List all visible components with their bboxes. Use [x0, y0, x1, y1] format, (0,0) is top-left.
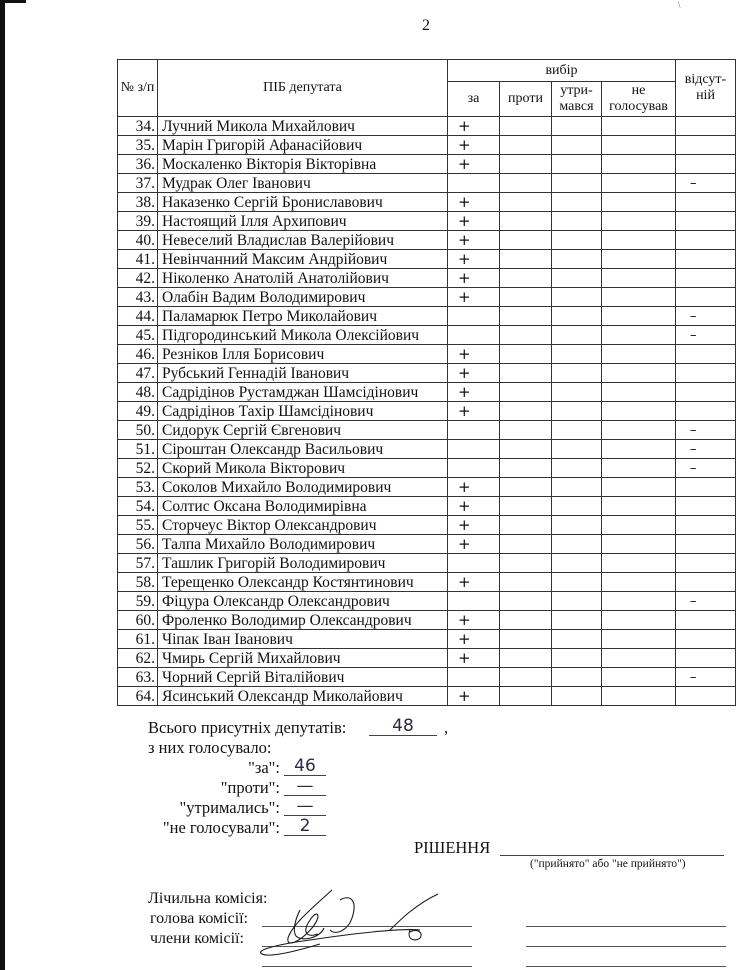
header-ne-holosuvav: не голосував	[602, 82, 676, 117]
vote-proty-cell	[500, 269, 552, 288]
deputy-name: Фіцура Олександр Олександрович	[158, 592, 448, 611]
vote-utrymavsia-cell	[552, 193, 602, 212]
deputy-name: Солтис Оксана Володимирівна	[158, 497, 448, 516]
vote-utrymavsia-cell	[552, 136, 602, 155]
absent-mark	[676, 687, 736, 706]
table-row	[118, 649, 736, 668]
table-row	[118, 193, 736, 212]
row-number: 46.	[118, 345, 158, 364]
vote-za-mark: +	[448, 345, 500, 364]
vote-utrymavsia-cell	[552, 611, 602, 630]
table-row	[118, 459, 736, 478]
chair-name-line	[526, 926, 726, 927]
decision-label: РІШЕННЯ	[414, 838, 491, 857]
vote-utrymavsia-cell	[552, 478, 602, 497]
absent-mark	[676, 288, 736, 307]
vote-proty-cell	[500, 345, 552, 364]
vote-utrymavsia-cell	[552, 421, 602, 440]
deputy-name: Сидорук Сергій Євгенович	[158, 421, 448, 440]
header-utrymavsia: утри-мався	[552, 82, 602, 117]
ne-holosuvaly-label: "не голосували":	[162, 818, 280, 837]
deputy-name: Лучний Микола Михайлович	[158, 117, 448, 136]
absent-mark	[676, 554, 736, 573]
deputy-name: Ясинський Олександр Миколайович	[158, 687, 448, 706]
vote-proty-cell	[500, 611, 552, 630]
deputy-name: Сторчеус Віктор Олександрович	[158, 516, 448, 535]
member-name-line-2	[526, 966, 726, 967]
absent-mark	[676, 269, 736, 288]
vote-ne-holosuvav-cell	[602, 402, 676, 421]
ne-holosuvaly-value: 2	[284, 817, 326, 836]
vote-za-mark: +	[448, 231, 500, 250]
vote-proty-cell	[500, 459, 552, 478]
deputy-name: Олабін Вадим Володимирович	[158, 288, 448, 307]
table-row	[118, 611, 736, 630]
table-row	[118, 250, 736, 269]
vote-za-mark	[448, 554, 500, 573]
row-number: 40.	[118, 231, 158, 250]
vote-utrymavsia-cell	[552, 516, 602, 535]
vote-proty-cell	[500, 497, 552, 516]
absent-mark	[676, 573, 736, 592]
absent-mark	[676, 193, 736, 212]
table-row	[118, 687, 736, 706]
row-number: 35.	[118, 136, 158, 155]
vote-za-mark: +	[448, 497, 500, 516]
row-number: 59.	[118, 592, 158, 611]
table-row	[118, 326, 736, 345]
member-signature-line-2	[262, 966, 472, 967]
vote-za-mark	[448, 440, 500, 459]
row-number: 36.	[118, 155, 158, 174]
row-number: 61.	[118, 630, 158, 649]
row-number: 42.	[118, 269, 158, 288]
absent-mark: –	[676, 440, 736, 459]
row-number: 51.	[118, 440, 158, 459]
header-name: ПІБ депутата	[158, 60, 448, 117]
vote-proty-cell	[500, 136, 552, 155]
row-number: 54.	[118, 497, 158, 516]
vote-ne-holosuvav-cell	[602, 668, 676, 687]
vote-ne-holosuvav-cell	[602, 155, 676, 174]
row-number: 64.	[118, 687, 158, 706]
absent-mark: –	[676, 421, 736, 440]
vote-proty-cell	[500, 402, 552, 421]
header-proty: проти	[500, 82, 552, 117]
vote-ne-holosuvav-cell	[602, 212, 676, 231]
deputy-name: Чмирь Сергій Михайлович	[158, 649, 448, 668]
vote-proty-cell	[500, 231, 552, 250]
vote-proty-cell	[500, 687, 552, 706]
table-row	[118, 535, 736, 554]
vote-utrymavsia-cell	[552, 459, 602, 478]
row-number: 39.	[118, 212, 158, 231]
deputy-name: Підгородинський Микола Олексійович	[158, 326, 448, 345]
table-row	[118, 592, 736, 611]
vote-za-mark: +	[448, 516, 500, 535]
vote-za-mark: +	[448, 212, 500, 231]
vote-ne-holosuvav-cell	[602, 497, 676, 516]
row-number: 56.	[118, 535, 158, 554]
vote-za-mark	[448, 592, 500, 611]
table-row	[118, 307, 736, 326]
vote-ne-holosuvav-cell	[602, 345, 676, 364]
table-row	[118, 383, 736, 402]
vote-za-mark: +	[448, 136, 500, 155]
absent-mark: –	[676, 592, 736, 611]
vote-proty-cell	[500, 307, 552, 326]
vote-za-mark: +	[448, 478, 500, 497]
vote-ne-holosuvav-cell	[602, 516, 676, 535]
vote-za-mark: +	[448, 193, 500, 212]
row-number: 52.	[118, 459, 158, 478]
vote-ne-holosuvav-cell	[602, 459, 676, 478]
row-number: 60.	[118, 611, 158, 630]
chair-signature	[240, 880, 480, 960]
absent-mark	[676, 497, 736, 516]
vote-utrymavsia-cell	[552, 250, 602, 269]
vote-za-mark: +	[448, 402, 500, 421]
absent-mark	[676, 250, 736, 269]
vote-za-mark: +	[448, 117, 500, 136]
vote-za-mark: +	[448, 155, 500, 174]
member-name-line-1	[526, 946, 726, 947]
vote-za-mark: +	[448, 383, 500, 402]
deputy-name: Чіпак Іван Іванович	[158, 630, 448, 649]
vote-ne-holosuvav-cell	[602, 174, 676, 193]
decision-hint: ("прийнято" або "не прийнято")	[530, 858, 686, 870]
table-row	[118, 402, 736, 421]
vote-proty-cell	[500, 174, 552, 193]
header-number: № з/п	[118, 60, 158, 117]
vote-ne-holosuvav-cell	[602, 611, 676, 630]
vote-za-mark: +	[448, 535, 500, 554]
table-row	[118, 573, 736, 592]
vote-utrymavsia-cell	[552, 668, 602, 687]
vote-ne-holosuvav-cell	[602, 364, 676, 383]
vote-proty-cell	[500, 364, 552, 383]
vote-ne-holosuvav-cell	[602, 269, 676, 288]
vote-za-mark: +	[448, 649, 500, 668]
vote-za-mark: +	[448, 611, 500, 630]
table-row	[118, 212, 736, 231]
absent-mark: –	[676, 307, 736, 326]
vote-ne-holosuvav-cell	[602, 649, 676, 668]
vote-za-mark	[448, 174, 500, 193]
vote-ne-holosuvav-cell	[602, 193, 676, 212]
vote-ne-holosuvav-cell	[602, 307, 676, 326]
vote-ne-holosuvav-cell	[602, 288, 676, 307]
vote-utrymavsia-cell	[552, 269, 602, 288]
vote-ne-holosuvav-cell	[602, 326, 676, 345]
vote-utrymavsia-cell	[552, 364, 602, 383]
deputy-name: Терещенко Олександр Костянтинович	[158, 573, 448, 592]
vote-utrymavsia-cell	[552, 231, 602, 250]
deputy-name: Настоящий Ілля Архипович	[158, 212, 448, 231]
absent-mark: –	[676, 459, 736, 478]
table-row	[118, 440, 736, 459]
vote-utrymavsia-cell	[552, 326, 602, 345]
table-row	[118, 155, 736, 174]
table-body	[118, 117, 736, 706]
present-value: 48	[369, 717, 437, 736]
table-row	[118, 554, 736, 573]
row-number: 63.	[118, 668, 158, 687]
row-number: 47.	[118, 364, 158, 383]
vote-utrymavsia-cell	[552, 155, 602, 174]
vote-ne-holosuvav-cell	[602, 440, 676, 459]
row-number: 53.	[118, 478, 158, 497]
vote-utrymavsia-cell	[552, 402, 602, 421]
row-number: 44.	[118, 307, 158, 326]
deputy-name: Садрідінов Тахір Шамсідінович	[158, 402, 448, 421]
table-row	[118, 478, 736, 497]
vote-proty-cell	[500, 668, 552, 687]
vote-proty-cell	[500, 554, 552, 573]
row-number: 34.	[118, 117, 158, 136]
vote-za-mark: +	[448, 573, 500, 592]
deputy-name: Скорий Микола Вікторович	[158, 459, 448, 478]
vote-proty-cell	[500, 326, 552, 345]
vote-za-mark: +	[448, 364, 500, 383]
table-row	[118, 516, 736, 535]
deputy-name: Невінчанний Максим Андрійович	[158, 250, 448, 269]
scan-edge	[0, 2, 5, 970]
deputy-name: Марін Григорій Афанасійович	[158, 136, 448, 155]
vote-utrymavsia-cell	[552, 383, 602, 402]
vote-proty-cell	[500, 516, 552, 535]
absent-mark	[676, 516, 736, 535]
commission-members-label: члени комісії:	[150, 930, 244, 947]
absent-mark	[676, 630, 736, 649]
table-row	[118, 421, 736, 440]
table-row	[118, 174, 736, 193]
header-absent: відсут-ній	[676, 60, 736, 117]
absent-mark: –	[676, 668, 736, 687]
absent-mark	[676, 478, 736, 497]
vote-proty-cell	[500, 117, 552, 136]
vote-za-mark: +	[448, 630, 500, 649]
commission-title: Лічильна комісія:	[148, 890, 268, 907]
vote-ne-holosuvav-cell	[602, 573, 676, 592]
scan-edge-top	[0, 0, 26, 3]
vote-proty-cell	[500, 535, 552, 554]
vote-ne-holosuvav-cell	[602, 421, 676, 440]
table-row	[118, 231, 736, 250]
vote-ne-holosuvav-cell	[602, 383, 676, 402]
vote-proty-cell	[500, 383, 552, 402]
absent-mark	[676, 212, 736, 231]
vote-za-mark	[448, 421, 500, 440]
deputy-name: Москаленко Вікторія Вікторівна	[158, 155, 448, 174]
vote-proty-cell	[500, 155, 552, 174]
row-number: 43.	[118, 288, 158, 307]
deputy-name: Ташлик Григорій Володимирович	[158, 554, 448, 573]
vote-proty-cell	[500, 288, 552, 307]
vote-ne-holosuvav-cell	[602, 250, 676, 269]
deputy-name: Наказенко Сергій Брониславович	[158, 193, 448, 212]
deputy-name: Фроленко Володимир Олександрович	[158, 611, 448, 630]
vote-ne-holosuvav-cell	[602, 231, 676, 250]
row-number: 37.	[118, 174, 158, 193]
header-za: за	[448, 82, 500, 117]
vote-utrymavsia-cell	[552, 212, 602, 231]
page-number: 2	[422, 17, 430, 34]
vote-ne-holosuvav-cell	[602, 592, 676, 611]
vote-za-mark: +	[448, 687, 500, 706]
present-suffix: ,	[444, 718, 449, 737]
present-label: Всього присутніх депутатів:	[148, 718, 347, 737]
row-number: 57.	[118, 554, 158, 573]
vote-utrymavsia-cell	[552, 307, 602, 326]
vote-za-mark: +	[448, 250, 500, 269]
vote-utrymavsia-cell	[552, 573, 602, 592]
vote-ne-holosuvav-cell	[602, 535, 676, 554]
vote-ne-holosuvav-cell	[602, 687, 676, 706]
absent-mark	[676, 231, 736, 250]
deputy-name: Ніколенко Анатолій Анатолійович	[158, 269, 448, 288]
vote-proty-cell	[500, 193, 552, 212]
deputy-name: Соколов Михайло Володимирович	[158, 478, 448, 497]
vote-za-mark: +	[448, 269, 500, 288]
vote-utrymavsia-cell	[552, 497, 602, 516]
table-row	[118, 497, 736, 516]
row-number: 45.	[118, 326, 158, 345]
vote-utrymavsia-cell	[552, 535, 602, 554]
deputy-name: Невеселий Владислав Валерійович	[158, 231, 448, 250]
absent-mark: –	[676, 174, 736, 193]
deputy-name: Талпа Михайло Володимирович	[158, 535, 448, 554]
absent-mark	[676, 364, 736, 383]
absent-mark	[676, 402, 736, 421]
vote-za-mark	[448, 307, 500, 326]
row-number: 41.	[118, 250, 158, 269]
vote-ne-holosuvav-cell	[602, 630, 676, 649]
proty-label: "проти":	[220, 778, 280, 797]
row-number: 38.	[118, 193, 158, 212]
voting-table	[117, 59, 736, 706]
vote-za-mark: +	[448, 288, 500, 307]
vote-utrymavsia-cell	[552, 630, 602, 649]
absent-mark	[676, 136, 736, 155]
table-row	[118, 288, 736, 307]
absent-mark: –	[676, 326, 736, 345]
vote-utrymavsia-cell	[552, 117, 602, 136]
absent-mark	[676, 611, 736, 630]
vote-proty-cell	[500, 573, 552, 592]
vote-proty-cell	[500, 592, 552, 611]
row-number: 48.	[118, 383, 158, 402]
vote-proty-cell	[500, 478, 552, 497]
vote-proty-cell	[500, 421, 552, 440]
vote-proty-cell	[500, 649, 552, 668]
vote-utrymavsia-cell	[552, 440, 602, 459]
vote-ne-holosuvav-cell	[602, 478, 676, 497]
utrymalys-value: —	[284, 797, 326, 816]
deputy-name: Чорний Сергій Віталійович	[158, 668, 448, 687]
deputy-name: Рубський Геннадій Іванович	[158, 364, 448, 383]
table-row	[118, 136, 736, 155]
commission-chair-label: голова комісії:	[150, 910, 249, 927]
table-row	[118, 364, 736, 383]
vote-utrymavsia-cell	[552, 288, 602, 307]
deputy-name: Резніков Ілля Борисович	[158, 345, 448, 364]
deputy-name: Мудрак Олег Іванович	[158, 174, 448, 193]
absent-mark	[676, 345, 736, 364]
vote-utrymavsia-cell	[552, 345, 602, 364]
vote-utrymavsia-cell	[552, 554, 602, 573]
za-value: 46	[284, 757, 326, 776]
corner-mark: \	[678, 0, 681, 10]
vote-utrymavsia-cell	[552, 174, 602, 193]
decision-input-line	[500, 855, 724, 856]
absent-mark	[676, 649, 736, 668]
deputy-name: Садрідінов Рустамджан Шамсідінович	[158, 383, 448, 402]
row-number: 62.	[118, 649, 158, 668]
table-row	[118, 345, 736, 364]
absent-mark	[676, 383, 736, 402]
vote-ne-holosuvav-cell	[602, 554, 676, 573]
vote-za-mark	[448, 668, 500, 687]
vote-ne-holosuvav-cell	[602, 136, 676, 155]
row-number: 50.	[118, 421, 158, 440]
absent-mark	[676, 155, 736, 174]
voted-label: з них голосувало:	[148, 738, 272, 757]
table-row	[118, 668, 736, 687]
absent-mark	[676, 117, 736, 136]
deputy-name: Сіроштан Олександр Васильович	[158, 440, 448, 459]
deputy-name: Паламарюк Петро Миколайович	[158, 307, 448, 326]
table-row	[118, 630, 736, 649]
za-label: "за":	[248, 758, 280, 777]
vote-utrymavsia-cell	[552, 592, 602, 611]
vote-proty-cell	[500, 440, 552, 459]
vote-za-mark	[448, 326, 500, 345]
vote-utrymavsia-cell	[552, 687, 602, 706]
vote-utrymavsia-cell	[552, 649, 602, 668]
vote-za-mark	[448, 459, 500, 478]
absent-mark	[676, 535, 736, 554]
vote-proty-cell	[500, 630, 552, 649]
vote-proty-cell	[500, 250, 552, 269]
header-choice-group: вибір	[448, 60, 676, 82]
vote-ne-holosuvav-cell	[602, 117, 676, 136]
table-row	[118, 269, 736, 288]
table-row	[118, 117, 736, 136]
vote-proty-cell	[500, 212, 552, 231]
row-number: 58.	[118, 573, 158, 592]
utrymalys-label: "утримались":	[179, 798, 280, 817]
proty-value: —	[284, 777, 326, 796]
row-number: 55.	[118, 516, 158, 535]
row-number: 49.	[118, 402, 158, 421]
